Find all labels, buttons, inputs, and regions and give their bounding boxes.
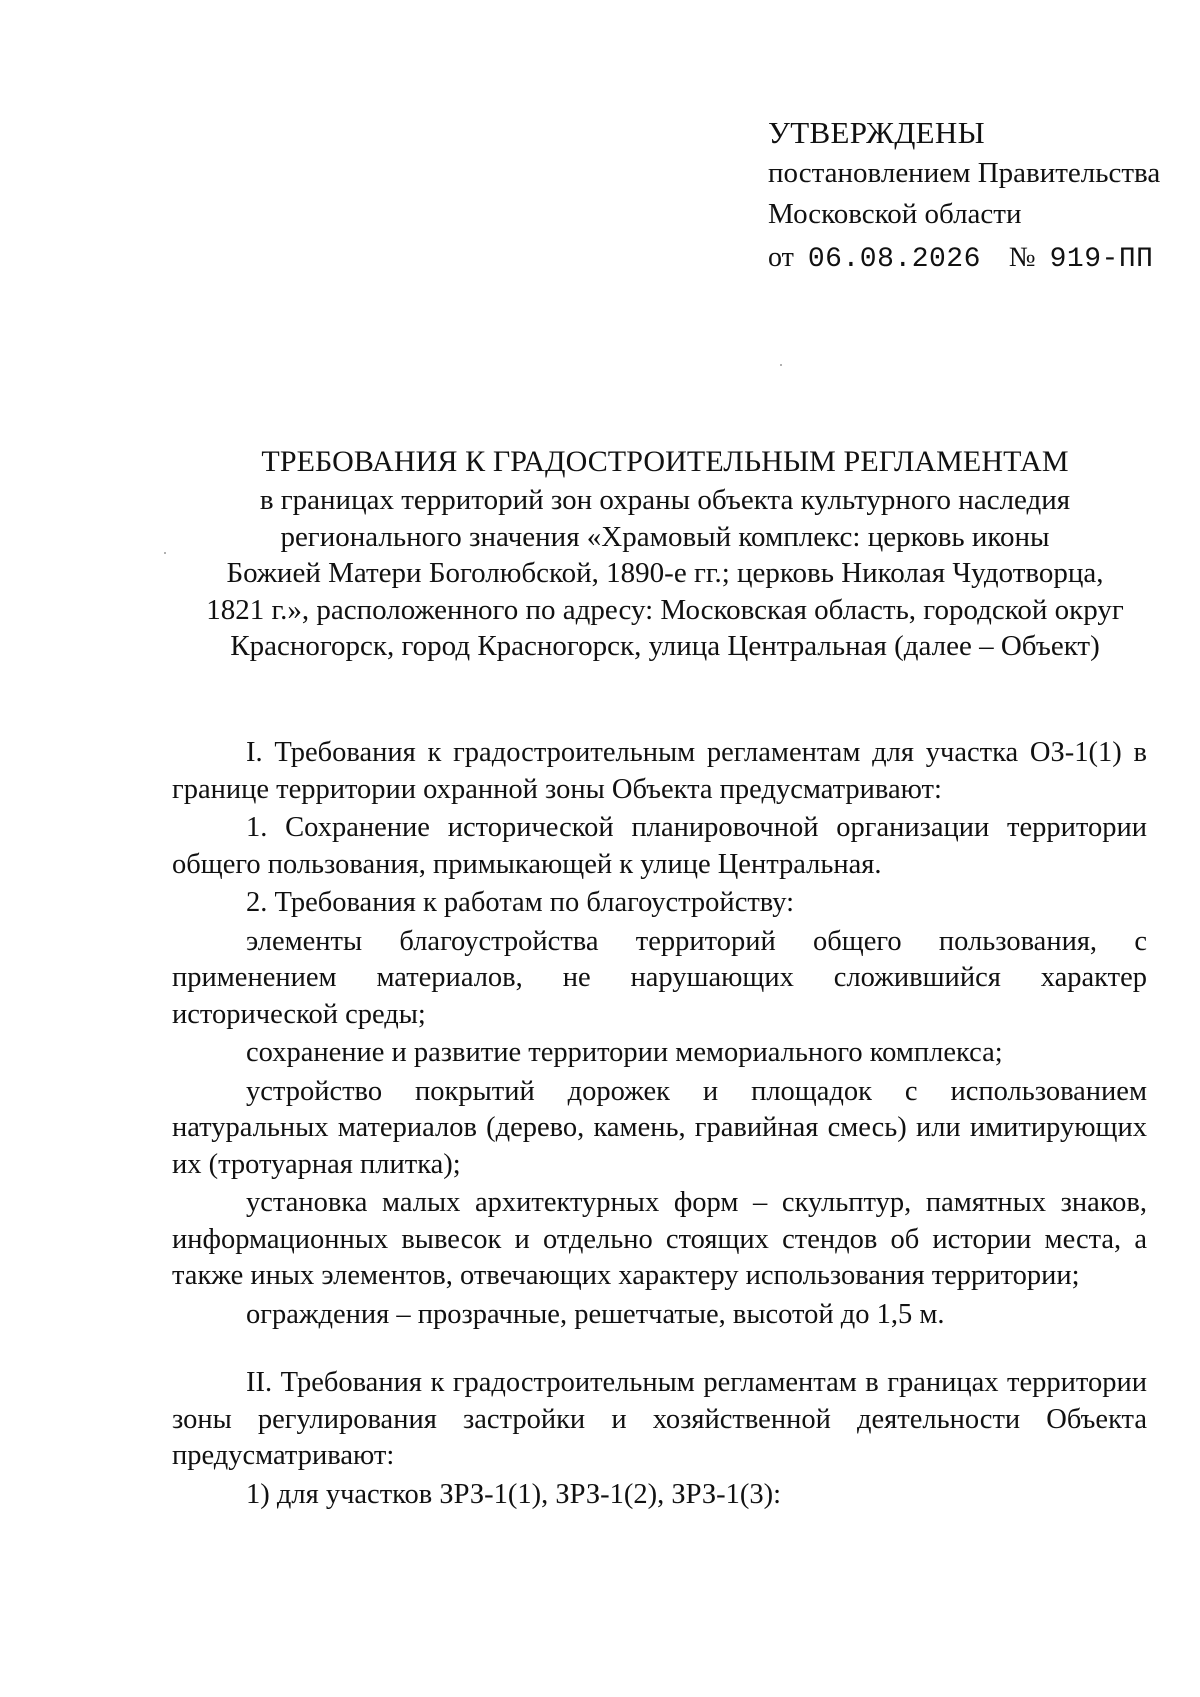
document-title-block xyxy=(170,442,1160,665)
date-prefix: от xyxy=(768,242,794,273)
section-1-intro: I. Требования к градостроительным регламентам для участка ОЗ-1(1) в границе территории охранной зоны Объекта предусматривают: xyxy=(172,737,1147,805)
approval-date: 06.08.2026 xyxy=(807,244,981,275)
document-title: ТРЕБОВАНИЯ К ГРАДОСТРОИТЕЛЬНЫМ РЕГЛАМЕНТАМ xyxy=(261,445,1069,478)
approval-date-line xyxy=(768,237,1178,280)
list-item: устройство покрытий дорожек и площадок с использованием натуральных материалов (дерево, камень, гравийная смесь) или имитирующих их (тротуарная плитка); xyxy=(172,1075,1147,1180)
title-line-5: Красногорск, город Красногорск, улица Центральная (далее – Объект) xyxy=(230,630,1100,662)
list-item: установка малых архитектурных форм – скульптур, памятных знаков, информационных вывесок и отдельно стоящих стендов об истории места, а также иных элементов, отвечающих характеру использования территории; xyxy=(172,1187,1147,1291)
section-2-sub-1: 1) для участков ЗРЗ-1(1), ЗРЗ-1(2), ЗРЗ-1(3): xyxy=(246,1478,781,1510)
approval-block xyxy=(768,112,1178,280)
number-prefix: № xyxy=(1008,242,1036,273)
section-2-intro: II. Требования к градостроительным регламентам в границах территории зоны регулирования застройки и хозяйственной деятельности Объекта предусматривают: xyxy=(172,1367,1147,1471)
title-line-2: регионального значения «Храмовый комплекс: церковь иконы xyxy=(280,520,1050,553)
document-body xyxy=(172,735,1147,1513)
title-line-4: 1821 г.», расположенного по адресу: Московская область, городской округ xyxy=(206,593,1124,626)
approval-line-1: постановлением Правительства xyxy=(768,157,1161,189)
title-line-3: Божией Матери Боголюбской, 1890-е гг.; церковь Николая Чудотворца, xyxy=(226,557,1104,589)
section-1-item-2: 2. Требования к работам по благоустройству: xyxy=(246,887,795,918)
list-item: сохранение и развитие территории мемориального комплекса; xyxy=(246,1037,1003,1068)
list-item: элементы благоустройства территорий общего пользования, с применением материалов, не нарушающих сложившийся характер исторической среды; xyxy=(172,925,1147,1030)
approval-number: 919-ПП xyxy=(1049,244,1154,275)
approval-line-2: Московской области xyxy=(768,198,1022,230)
list-item: ограждения – прозрачные, решетчатые, высотой до 1,5 м. xyxy=(246,1298,945,1330)
scan-speck xyxy=(780,364,782,366)
scan-speck xyxy=(164,552,166,554)
approval-heading: УТВЕРЖДЕНЫ xyxy=(768,115,985,150)
title-line-1: в границах территорий зон охраны объекта культурного наследия xyxy=(259,484,1071,516)
section-1-item-1: 1. Сохранение исторической планировочной организации территории общего пользования, примыкающей к улице Центральная. xyxy=(172,812,1147,880)
